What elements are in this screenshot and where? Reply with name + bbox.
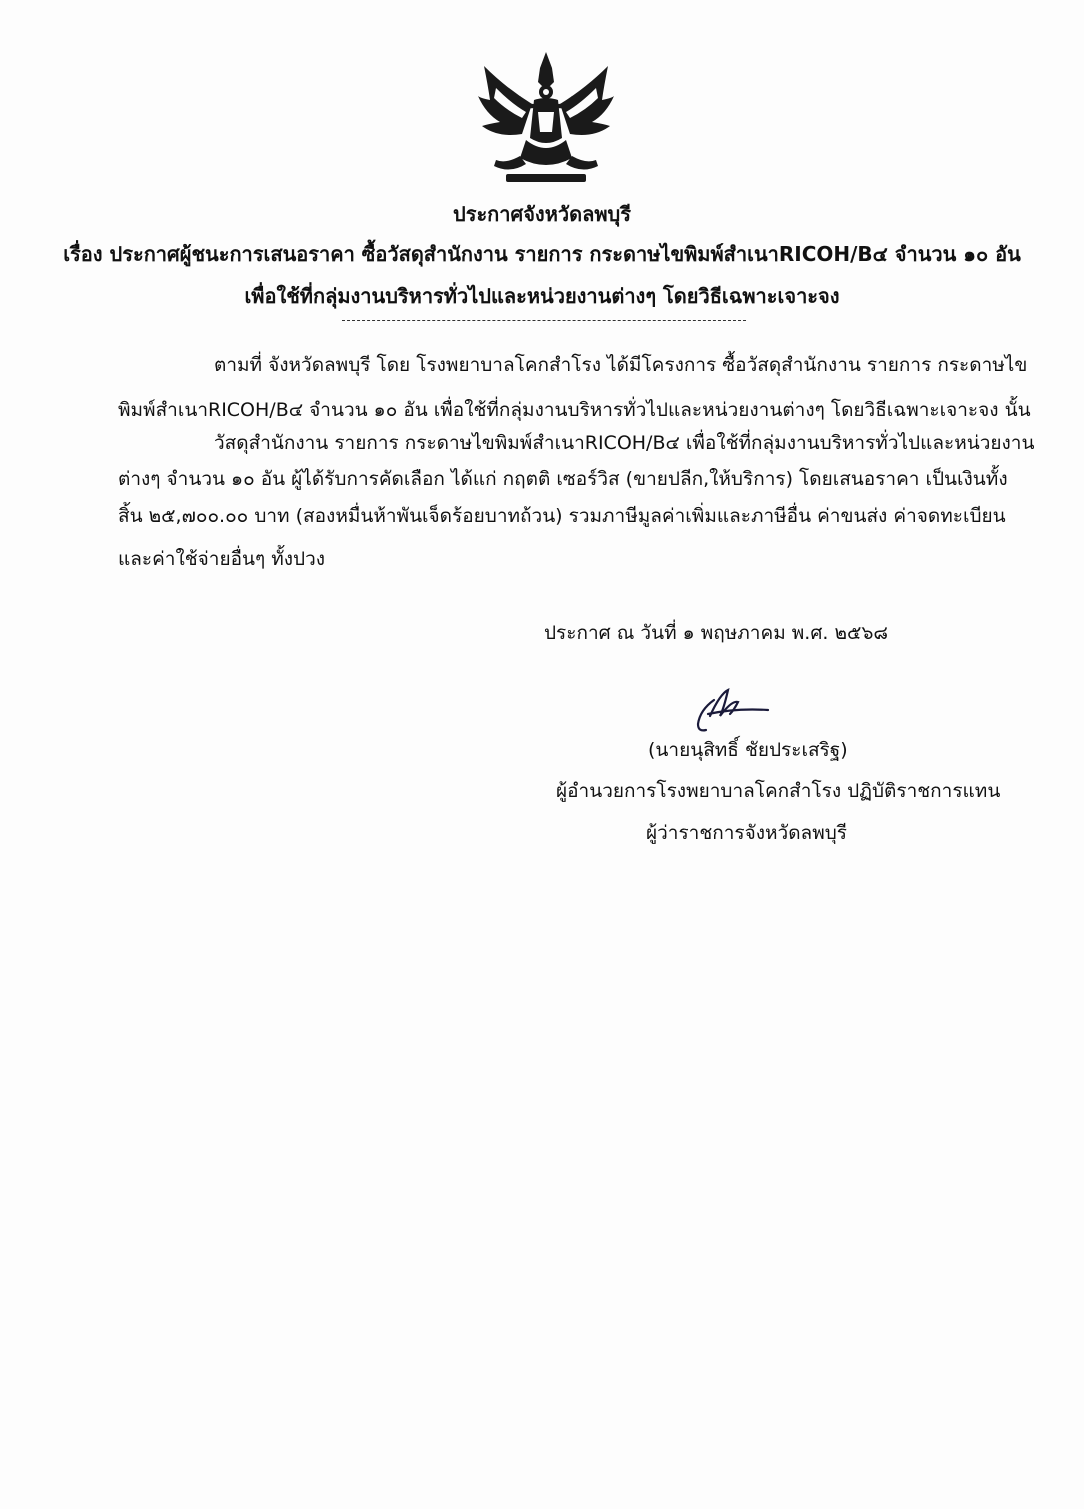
signatory-name: (นายนุสิทธิ์ ชัยประเสริฐ) — [648, 739, 848, 761]
separator-rule — [342, 320, 746, 321]
signatory-position-2: ผู้ว่าราชการจังหวัดลพบุรี — [646, 822, 847, 844]
subject-line-1: เรื่อง ประกาศผู้ชนะการเสนอราคา ซื้อวัสดุสำนักงาน รายการ กระดาษไขพิมพ์สำเนาRICOH/B๔ จำนวน ๑๐ อัน — [63, 242, 1021, 266]
signatory-position-1: ผู้อำนวยการโรงพยาบาลโคกสำโรง ปฏิบัติราชการแทน — [556, 780, 1001, 802]
body-line-4: ต่างๆ จำนวน ๑๐ อัน ผู้ได้รับการคัดเลือก ได้แก่ กฤตติ เซอร์วิส (ขายปลีก,ให้บริการ) โดยเสนอราคา เป็นเงินทั้ง — [118, 468, 1008, 490]
body-line-3: วัสดุสำนักงาน รายการ กระดาษไขพิมพ์สำเนาRICOH/B๔ เพื่อใช้ที่กลุ่มงานบริหารทั่วไปและหน่วยงาน — [214, 432, 1035, 454]
body-line-5: สิ้น ๒๕,๗๐๐.๐๐ บาท (สองหมื่นห้าพันเจ็ดร้อยบาทถ้วน) รวมภาษีมูลค่าเพิ่มและภาษีอื่น ค่าขนส่ง ค่าจดทะเบียน — [118, 505, 1006, 527]
announcement-date: ประกาศ ณ วันที่ ๑ พฤษภาคม พ.ศ. ๒๕๖๘ — [544, 622, 889, 644]
body-line-6: และค่าใช้จ่ายอื่นๆ ทั้งปวง — [118, 548, 326, 570]
handwritten-signature-icon — [680, 680, 780, 736]
garuda-emblem-icon — [476, 48, 616, 186]
subject-line-2: เพื่อใช้ที่กลุ่มงานบริหารทั่วไปและหน่วยงานต่างๆ โดยวิธีเฉพาะเจาะจง — [244, 284, 840, 308]
body-line-1: ตามที่ จังหวัดลพบุรี โดย โรงพยาบาลโคกสำโรง ได้มีโครงการ ซื้อวัสดุสำนักงาน รายการ กระดาษไข — [214, 354, 1028, 376]
body-line-2: พิมพ์สำเนาRICOH/B๔ จำนวน ๑๐ อัน เพื่อใช้ที่กลุ่มงานบริหารทั่วไปและหน่วยงานต่างๆ โดยวิธีเฉพาะเจาะจง นั้น — [118, 399, 1031, 421]
document-title: ประกาศจังหวัดลพบุรี — [453, 202, 631, 226]
